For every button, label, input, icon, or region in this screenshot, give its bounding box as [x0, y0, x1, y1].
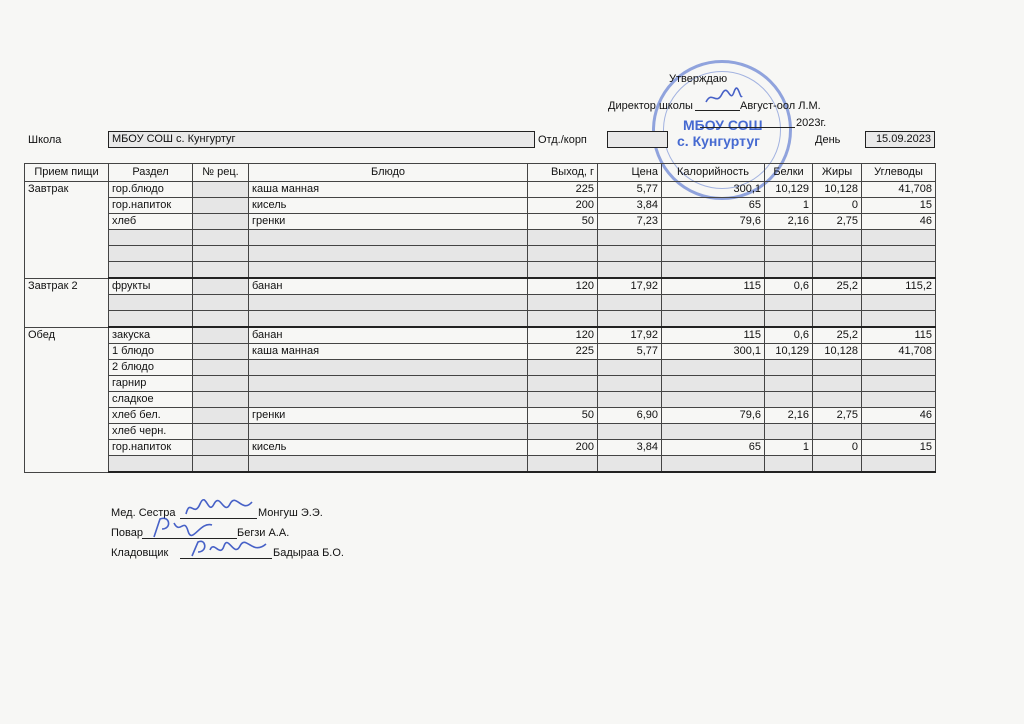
cell-fat [813, 376, 862, 392]
col-header-price: Цена [598, 164, 662, 182]
table-row [25, 408, 936, 424]
cell-kcal [662, 392, 765, 408]
cook-label: Повар [111, 527, 143, 539]
cell-fat: 2,75 [813, 408, 862, 424]
cell-section: гор.блюдо [109, 182, 193, 198]
meal-cell: Обед [25, 327, 109, 472]
cell-kcal [662, 424, 765, 440]
cell-kcal [662, 230, 765, 246]
cell-fat: 10,128 [813, 344, 862, 360]
storekeeper-label: Кладовщик [111, 547, 169, 559]
cell-dish: каша манная [249, 182, 528, 198]
director-label: Директор школы [608, 100, 693, 112]
cell-dish [249, 246, 528, 262]
cell-carbs: 15 [862, 440, 936, 456]
table-row [25, 230, 936, 246]
col-header-protein: Белки [765, 164, 813, 182]
cell-section: хлеб черн. [109, 424, 193, 440]
cell-price: 6,90 [598, 408, 662, 424]
cell-section: 1 блюдо [109, 344, 193, 360]
cell-kcal: 115 [662, 278, 765, 295]
school-label: Школа [28, 134, 62, 146]
cell-protein: 0,6 [765, 278, 813, 295]
cell-fat [813, 230, 862, 246]
cell-price: 3,84 [598, 440, 662, 456]
cell-protein: 1 [765, 440, 813, 456]
cell-price: 5,77 [598, 344, 662, 360]
nurse-name: Монгуш Э.Э. [258, 507, 323, 519]
cell-dish [249, 295, 528, 311]
cell-kcal [662, 262, 765, 279]
cell-recipe [193, 295, 249, 311]
director-name: Август-оол Л.М. [740, 100, 821, 112]
cell-weight: 225 [528, 344, 598, 360]
cell-section: хлеб [109, 214, 193, 230]
cell-kcal [662, 246, 765, 262]
cell-section: хлеб бел. [109, 408, 193, 424]
table-row [25, 440, 936, 456]
cell-protein [765, 456, 813, 473]
cell-recipe [193, 456, 249, 473]
cell-fat [813, 456, 862, 473]
cell-kcal [662, 376, 765, 392]
cell-section: гор.напиток [109, 440, 193, 456]
cell-fat: 10,128 [813, 182, 862, 198]
col-header-section: Раздел [109, 164, 193, 182]
cell-price [598, 360, 662, 376]
cell-protein [765, 295, 813, 311]
cell-section: сладкое [109, 392, 193, 408]
cell-recipe [193, 262, 249, 279]
cell-protein: 1 [765, 198, 813, 214]
cell-weight [528, 392, 598, 408]
cell-carbs [862, 424, 936, 440]
cell-dish: банан [249, 327, 528, 344]
cell-recipe [193, 424, 249, 440]
cell-price: 3,84 [598, 198, 662, 214]
cell-section [109, 295, 193, 311]
col-header-dish: Блюдо [249, 164, 528, 182]
cell-dish: кисель [249, 198, 528, 214]
cell-section [109, 230, 193, 246]
cell-dish [249, 424, 528, 440]
cell-recipe [193, 311, 249, 328]
cell-recipe [193, 327, 249, 344]
cell-carbs: 115 [862, 327, 936, 344]
cell-price [598, 424, 662, 440]
cell-dish [249, 230, 528, 246]
cell-recipe [193, 440, 249, 456]
table-row [25, 262, 936, 279]
cell-kcal: 115 [662, 327, 765, 344]
cell-kcal: 300,1 [662, 344, 765, 360]
stamp-line-1: МБОУ СОШ [683, 117, 763, 133]
cell-protein [765, 360, 813, 376]
cell-carbs: 41,708 [862, 344, 936, 360]
table-row [25, 278, 936, 295]
cell-kcal [662, 295, 765, 311]
cell-price: 7,23 [598, 214, 662, 230]
table-row [25, 214, 936, 230]
cell-price [598, 262, 662, 279]
meal-cell: Завтрак [25, 182, 109, 279]
cell-protein: 2,16 [765, 214, 813, 230]
cell-protein [765, 392, 813, 408]
cell-recipe [193, 344, 249, 360]
cell-protein [765, 311, 813, 328]
cell-fat: 0 [813, 440, 862, 456]
cell-weight: 200 [528, 440, 598, 456]
col-header-weight: Выход, г [528, 164, 598, 182]
cell-protein: 10,129 [765, 344, 813, 360]
cell-dish: гренки [249, 214, 528, 230]
cell-kcal: 79,6 [662, 408, 765, 424]
cell-weight [528, 360, 598, 376]
cell-weight [528, 376, 598, 392]
cell-protein: 2,16 [765, 408, 813, 424]
storekeeper-signature [190, 536, 270, 565]
cell-weight [528, 246, 598, 262]
cell-weight [528, 262, 598, 279]
cell-section: гор.напиток [109, 198, 193, 214]
cell-fat: 0 [813, 198, 862, 214]
table-row [25, 295, 936, 311]
cell-carbs [862, 246, 936, 262]
cell-recipe [193, 230, 249, 246]
cell-section: закуска [109, 327, 193, 344]
cell-weight: 120 [528, 278, 598, 295]
cell-recipe [193, 408, 249, 424]
cell-recipe [193, 360, 249, 376]
nurse-label: Мед. Сестра [111, 507, 176, 519]
col-header-fat: Жиры [813, 164, 862, 182]
cell-fat [813, 262, 862, 279]
cell-protein [765, 230, 813, 246]
cell-dish: гренки [249, 408, 528, 424]
cell-carbs: 46 [862, 214, 936, 230]
cell-kcal: 300,1 [662, 182, 765, 198]
day-label: День [815, 134, 841, 146]
table-row [25, 456, 936, 473]
cell-dish [249, 360, 528, 376]
table-row [25, 392, 936, 408]
menu-table [24, 163, 936, 473]
col-header-recipe: № рец. [193, 164, 249, 182]
cell-price: 17,92 [598, 278, 662, 295]
cell-kcal: 65 [662, 440, 765, 456]
cell-price [598, 392, 662, 408]
cell-carbs [862, 311, 936, 328]
meal-cell: Завтрак 2 [25, 278, 109, 327]
cell-weight [528, 456, 598, 473]
cell-carbs: 15 [862, 198, 936, 214]
cell-recipe [193, 376, 249, 392]
cell-recipe [193, 182, 249, 198]
table-row [25, 311, 936, 328]
dept-field [607, 131, 668, 148]
cell-carbs [862, 392, 936, 408]
cell-weight: 225 [528, 182, 598, 198]
cell-section [109, 456, 193, 473]
cell-dish: банан [249, 278, 528, 295]
cell-price [598, 246, 662, 262]
cell-fat [813, 392, 862, 408]
date-line [700, 127, 795, 128]
table-row [25, 344, 936, 360]
cell-carbs [862, 230, 936, 246]
cell-dish [249, 456, 528, 473]
cell-carbs [862, 360, 936, 376]
cell-recipe [193, 198, 249, 214]
col-header-kcal: Калорийность [662, 164, 765, 182]
school-field: МБОУ СОШ с. Кунгуртуг [108, 131, 535, 148]
cell-kcal [662, 311, 765, 328]
cell-carbs [862, 295, 936, 311]
cell-section: фрукты [109, 278, 193, 295]
cell-fat [813, 424, 862, 440]
cell-weight: 200 [528, 198, 598, 214]
cell-dish [249, 392, 528, 408]
cell-dish: каша манная [249, 344, 528, 360]
cell-carbs: 115,2 [862, 278, 936, 295]
cell-section: гарнир [109, 376, 193, 392]
cook-name: Бегзи А.А. [237, 527, 290, 539]
cell-protein [765, 376, 813, 392]
approval-title: Утверждаю [669, 73, 728, 85]
cell-price: 17,92 [598, 327, 662, 344]
cell-carbs [862, 262, 936, 279]
cell-dish [249, 311, 528, 328]
cell-weight: 120 [528, 327, 598, 344]
cell-section [109, 262, 193, 279]
cell-price [598, 376, 662, 392]
approval-year: 2023г. [796, 117, 827, 129]
cell-price [598, 456, 662, 473]
cell-weight [528, 311, 598, 328]
cell-recipe [193, 392, 249, 408]
day-field: 15.09.2023 [865, 131, 935, 148]
table-row [25, 198, 936, 214]
director-signature [704, 86, 744, 114]
cell-price: 5,77 [598, 182, 662, 198]
cell-recipe [193, 246, 249, 262]
cell-protein [765, 424, 813, 440]
cell-kcal: 65 [662, 198, 765, 214]
cell-carbs [862, 376, 936, 392]
cell-recipe [193, 278, 249, 295]
cell-kcal [662, 360, 765, 376]
cell-fat [813, 295, 862, 311]
col-header-carbs: Углеводы [862, 164, 936, 182]
table-row [25, 424, 936, 440]
dept-label: Отд./корп [538, 134, 587, 146]
cell-dish [249, 376, 528, 392]
cell-weight: 50 [528, 214, 598, 230]
cell-kcal: 79,6 [662, 214, 765, 230]
cell-section [109, 311, 193, 328]
cell-weight: 50 [528, 408, 598, 424]
cell-section: 2 блюдо [109, 360, 193, 376]
cell-section [109, 246, 193, 262]
cell-weight [528, 424, 598, 440]
cell-fat [813, 360, 862, 376]
cell-protein [765, 246, 813, 262]
cell-protein: 0,6 [765, 327, 813, 344]
cell-weight [528, 230, 598, 246]
cell-protein: 10,129 [765, 182, 813, 198]
table-row [25, 360, 936, 376]
cell-price [598, 295, 662, 311]
cell-price [598, 230, 662, 246]
table-header-row [25, 164, 936, 182]
cell-kcal [662, 456, 765, 473]
table-row [25, 376, 936, 392]
table-row [25, 327, 936, 344]
cell-weight [528, 295, 598, 311]
cell-price [598, 311, 662, 328]
table-row [25, 182, 936, 198]
cell-fat [813, 246, 862, 262]
storekeeper-name: Бадыраа Б.О. [273, 547, 344, 559]
cell-dish: кисель [249, 440, 528, 456]
cell-fat: 25,2 [813, 327, 862, 344]
cell-protein [765, 262, 813, 279]
cell-dish [249, 262, 528, 279]
cell-fat: 2,75 [813, 214, 862, 230]
cell-fat [813, 311, 862, 328]
cell-carbs: 46 [862, 408, 936, 424]
cell-fat: 25,2 [813, 278, 862, 295]
table-row [25, 246, 936, 262]
cell-carbs: 41,708 [862, 182, 936, 198]
cell-carbs [862, 456, 936, 473]
cell-recipe [193, 214, 249, 230]
col-header-meal: Прием пищи [25, 164, 109, 182]
stamp-line-2: с. Кунгуртуг [677, 133, 760, 149]
